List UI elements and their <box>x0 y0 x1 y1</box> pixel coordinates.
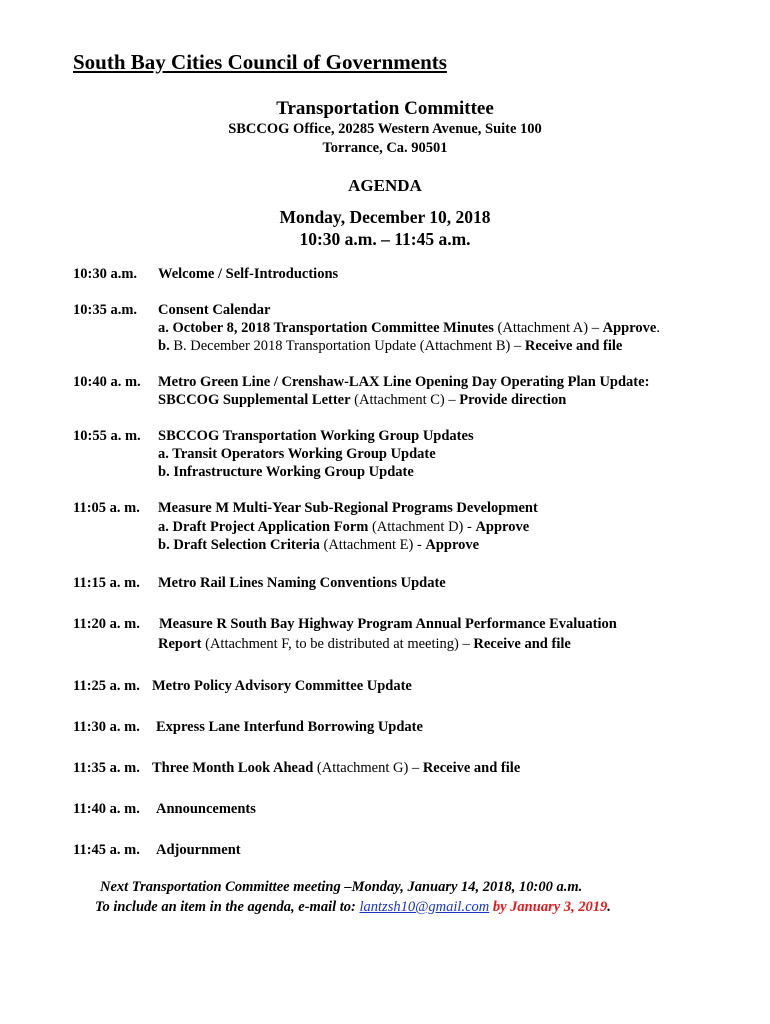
email-link[interactable]: lantzsh10@gmail.com <box>359 899 490 915</box>
sub-item <box>158 320 660 337</box>
agenda-heading: AGENDA <box>348 176 422 195</box>
item-time: 11:30 a. m. <box>73 719 140 735</box>
item-note: (Attachment G) – <box>313 760 423 776</box>
item-time: 10:55 a. m. <box>73 428 141 444</box>
sub-item-label: b. <box>158 338 170 354</box>
sub-item-note: (Attachment A) – <box>493 320 603 336</box>
item-title: Metro Policy Advisory Committee Update <box>152 678 412 694</box>
agenda-submission-note <box>95 899 611 916</box>
sub-item-label: SBCCOG Supplemental Letter <box>158 392 351 408</box>
next-meeting-note: Next Transportation Committee meeting –Monday, January 14, 2018, 10:00 a.m. <box>100 879 583 895</box>
item-title-line <box>152 760 520 777</box>
address-line-2: Torrance, Ca. 90501 <box>322 140 448 156</box>
sub-item-label: b. Draft Selection Criteria <box>158 537 320 553</box>
item-time: 10:35 a.m. <box>73 302 138 318</box>
sub-item-note: (Attachment E) - <box>319 537 426 553</box>
submission-prefix: To include an item in the agenda, e-mail to: <box>95 899 360 915</box>
item-time: 11:05 a. m. <box>73 500 140 516</box>
sub-item-action: Receive and file <box>524 338 623 354</box>
sub-item-action: Approve <box>602 320 657 336</box>
item-time: 11:35 a. m. <box>73 760 140 776</box>
item-title: Measure M Multi-Year Sub-Regional Programs Development <box>158 500 538 516</box>
item-title: Measure R South Bay Highway Program Annual Performance Evaluation <box>159 616 617 632</box>
item-time: 11:45 a. m. <box>73 842 140 858</box>
address-line-1: SBCCOG Office, 20285 Western Avenue, Suite 100 <box>228 121 542 137</box>
committee-title: Transportation Committee <box>276 98 494 119</box>
org-title: South Bay Cities Council of Governments <box>73 50 447 74</box>
item-title: Adjournment <box>156 842 241 858</box>
sub-item-note: B. December 2018 Transportation Update (Attachment B) – <box>169 338 525 354</box>
item-time: 11:20 a. m. <box>73 616 140 632</box>
sub-item-action: Approve <box>425 537 480 553</box>
submission-end: . <box>607 899 611 915</box>
sub-item-label: a. October 8, 2018 Transportation Committee Minutes <box>158 320 494 336</box>
sub-item <box>158 636 571 653</box>
sub-item <box>158 392 566 409</box>
item-title: Announcements <box>156 801 256 817</box>
item-time: 11:40 a. m. <box>73 801 140 817</box>
item-title: Express Lane Interfund Borrowing Update <box>156 719 423 735</box>
item-title: Three Month Look Ahead <box>152 760 314 776</box>
sub-item-action: Provide direction <box>459 392 567 408</box>
sub-item-end: . <box>656 320 660 336</box>
item-action: Receive and file <box>422 760 521 776</box>
item-time: 10:40 a. m. <box>73 374 141 390</box>
item-title: Metro Rail Lines Naming Conventions Update <box>158 575 446 591</box>
item-time: 10:30 a.m. <box>73 266 138 282</box>
sub-item <box>158 338 622 355</box>
sub-item: a. Transit Operators Working Group Update <box>158 446 436 462</box>
meeting-time: 10:30 a.m. – 11:45 a.m. <box>299 229 471 249</box>
item-title: SBCCOG Transportation Working Group Updates <box>158 428 474 444</box>
sub-item <box>158 519 529 536</box>
item-title: Metro Green Line / Crenshaw-LAX Line Opening Day Operating Plan Update: <box>158 374 650 390</box>
item-time: 11:15 a. m. <box>73 575 140 591</box>
meeting-date: Monday, December 10, 2018 <box>279 207 491 227</box>
submission-deadline: by January 3, 2019 <box>489 899 608 915</box>
item-title: Consent Calendar <box>158 302 271 318</box>
sub-item: b. Infrastructure Working Group Update <box>158 464 414 480</box>
sub-item-action: Receive and file <box>473 636 571 652</box>
sub-item-note: (Attachment F, to be distributed at meeting) – <box>201 636 474 652</box>
sub-item-label: a. Draft Project Application Form <box>158 519 369 535</box>
item-title: Welcome / Self-Introductions <box>158 266 339 282</box>
item-time: 11:25 a. m. <box>73 678 140 694</box>
sub-item-action: Approve <box>475 519 530 535</box>
sub-item <box>158 537 479 554</box>
sub-item-label: Report <box>158 636 202 652</box>
sub-item-note: (Attachment D) - <box>368 519 476 535</box>
sub-item-note: (Attachment C) – <box>350 392 460 408</box>
